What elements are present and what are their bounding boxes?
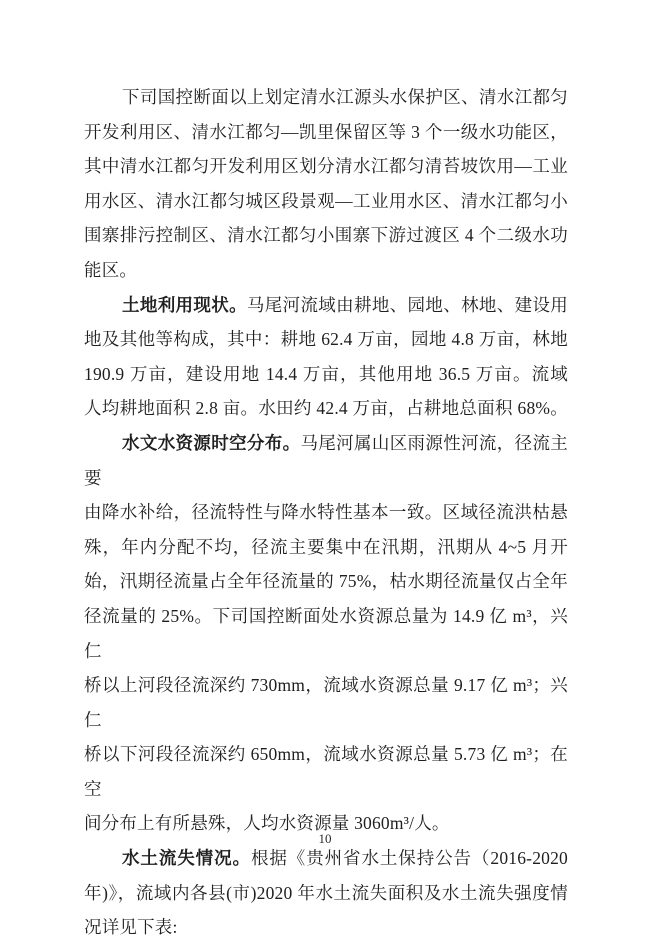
paragraph-heading: 水文水资源时空分布。: [122, 432, 301, 453]
line-text: 况详见下表:: [84, 917, 178, 938]
line-text: 马尾河属山区雨源性河流，径流主要: [84, 432, 569, 488]
line-text: 用水区、清水江都匀城区段景观—工业用水区、清水江都匀小: [84, 190, 568, 211]
line-text: 开发利用区、清水江都匀—凯里保留区等 3 个一级水功能区，: [84, 121, 568, 142]
text-line: [84, 322, 568, 357]
line-text: 由降水补给，径流特性与降水特性基本一致。区域径流洪枯悬: [84, 502, 568, 523]
text-line: [84, 668, 568, 737]
line-text: 桥以上河段径流深约 730mm，流域水资源总量 9.17 亿 m³；兴仁: [84, 675, 568, 730]
text-line: [84, 218, 568, 253]
line-text: 190.9 万亩，建设用地 14.4 万亩，其他用地 36.5 万亩。流域: [84, 363, 568, 384]
text-line: [84, 357, 568, 392]
text-line: [84, 876, 568, 911]
text-line: [84, 495, 568, 530]
text-line: [84, 184, 568, 219]
text-line: [84, 599, 568, 668]
text-line: [84, 253, 568, 288]
text-line: [84, 391, 568, 426]
line-text: 马尾河流域由耕地、园地、林地、建设用: [246, 294, 568, 315]
text-line: [84, 80, 568, 115]
document-body: [84, 80, 568, 945]
text-line: [84, 288, 568, 323]
line-text: 始，汛期径流量占全年径流量的 75%，枯水期径流量仅占全年: [84, 571, 568, 592]
line-text: 径流量的 25%。下司国控断面处水资源总量为 14.9 亿 m³，兴仁: [84, 605, 568, 661]
line-text: 桥以下河段径流深约 650mm，流域水资源总量 5.73 亿 m³；在空: [84, 744, 568, 799]
line-text: 围寨排污控制区、清水江都匀小围寨下游过渡区 4 个二级水功: [84, 225, 568, 246]
line-text: 下司国控断面以上划定清水江源头水保护区、清水江都匀: [122, 87, 568, 107]
text-line: [84, 115, 568, 150]
text-line: [84, 149, 568, 184]
text-line: [84, 426, 568, 495]
line-text: 殊，年内分配不均，径流主要集中在汛期，汛期从 4~5 月开: [84, 536, 568, 557]
line-text: 其中清水江都匀开发利用区划分清水江都匀清苔坡饮用—工业: [84, 156, 568, 177]
paragraph-heading: 土地利用现状。: [122, 294, 247, 315]
line-text: 年)》，流域内各县(市)2020 年水土流失面积及水土流失强度情: [84, 882, 568, 903]
text-line: [84, 530, 568, 565]
line-text: 人均耕地面积 2.8 亩。水田约 42.4 万亩，占耕地总面积 68%。: [84, 398, 568, 419]
text-line: [84, 564, 568, 599]
line-text: 间分布上有所悬殊，人均水资源量 3060m³/人。: [84, 813, 450, 834]
page-number: 10: [318, 831, 332, 846]
text-line: [84, 910, 568, 945]
text-line: [84, 737, 568, 806]
line-text: 根据《贵州省水土保持公告（2016-2020: [250, 848, 568, 869]
line-text: 能区。: [84, 259, 138, 280]
paragraph-heading: 水土流失情况。: [122, 848, 251, 869]
line-text: 地及其他等构成，其中：耕地 62.4 万亩，园地 4.8 万亩，林地: [84, 329, 568, 350]
